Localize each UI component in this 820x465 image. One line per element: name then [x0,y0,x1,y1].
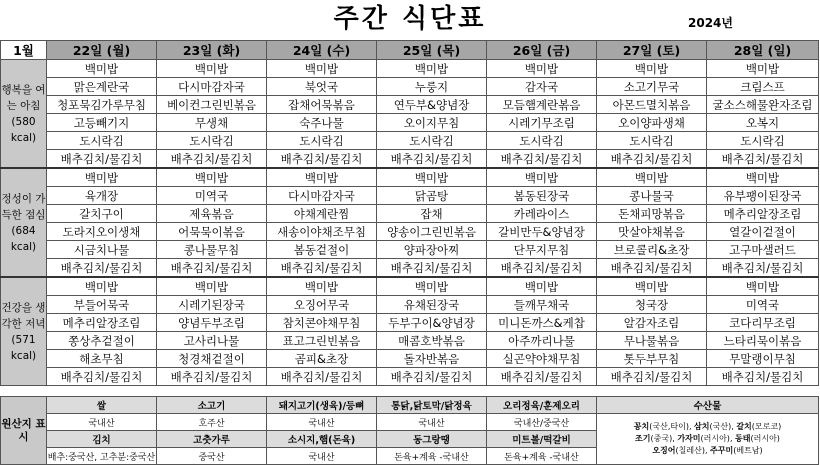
day-header: 24일 (수) [267,41,377,60]
menu-row [1,132,819,150]
menu-cell: 갈비만두&양념장 [487,223,597,241]
menu-cell: 닭곰탕 [377,187,487,205]
menu-row [1,296,819,314]
seafood-name: 삼치 [694,422,710,431]
menu-cell: 백미밥 [487,277,597,296]
menu-cell: 무나물볶음 [597,332,707,350]
menu-row [1,241,819,259]
menu-cell: 백미밥 [157,277,267,296]
menu-cell: 백미밥 [487,60,597,78]
menu-cell: 백미밥 [267,277,377,296]
menu-row [1,168,819,187]
seafood-name: 갈치 [736,422,752,431]
menu-row [1,259,819,278]
menu-cell: 부들어묵국 [47,296,157,314]
origin-item-head: 고춧가루 [157,431,267,448]
origin-value: 돈육+계육 -국내산 [377,448,487,465]
menu-row [1,223,819,241]
origin-item-head: 김치 [47,431,157,448]
menu-cell: 청포묵김가루무침 [47,96,157,114]
origin-item-head: 동그랑땡 [377,431,487,448]
menu-row [1,368,819,386]
menu-cell: 미역국 [157,187,267,205]
menu-row [1,187,819,205]
menu-cell: 잡채어묵볶음 [267,96,377,114]
menu-cell: 도시락김 [377,132,487,150]
seafood-name: 꽁치 [633,422,650,431]
menu-cell: 백미밥 [597,277,707,296]
menu-cell: 고사리나물 [157,332,267,350]
menu-cell: 배추김치/물김치 [267,150,377,169]
menu-cell: 배추김치/물김치 [487,368,597,386]
origin-item-head: 쌀 [47,397,157,414]
menu-cell: 양송이그린빈볶음 [377,223,487,241]
menu-cell: 곰피&초장 [267,350,377,368]
day-header: 23일 (화) [157,41,267,60]
origin-value: 국내산 [267,448,377,465]
menu-cell: 도시락김 [597,132,707,150]
menu-cell: 갈치구이 [47,205,157,223]
origin-item-head: 소시지,햄(돈육) [267,431,377,448]
menu-cell: 청국장 [597,296,707,314]
menu-cell: 무생채 [157,114,267,132]
menu-cell: 오이양파생채 [597,114,707,132]
menu-table [0,40,819,386]
meal-label: 건강을 생각한 저녁 (571 kcal) [1,277,47,386]
origin-value: 국내산 [377,414,487,431]
menu-cell: 백미밥 [47,168,157,187]
menu-cell: 고등빼기지 [47,114,157,132]
menu-cell: 표고그린빈볶음 [267,332,377,350]
menu-cell: 무말랭이무침 [707,350,819,368]
menu-cell: 굴소스해물완자조림 [707,96,819,114]
menu-cell: 시레기된장국 [157,296,267,314]
origin-item-head: 통닭,닭토막/닭정육 [377,397,487,414]
menu-cell: 배추김치/물김치 [377,259,487,278]
menu-cell: 잡채 [377,205,487,223]
menu-cell: 배추김치/물김치 [597,150,707,169]
menu-cell: 감자국 [487,78,597,96]
origin-value: 배추:중국산, 고추분:중국산 [47,448,157,465]
seafood-list: 꽁치(국산,타이), 삼치(국산), 갈치(모로코) 조기(중국), 가자미(러시아), 동태(러시아) 오징어(칠레산), 주꾸미(베트남) [597,414,819,465]
menu-cell: 배추김치/물김치 [157,259,267,278]
seafood-origin: (러시아) [750,434,780,443]
seafood-origin: (국산) [709,422,732,431]
menu-cell: 단무지무침 [487,241,597,259]
menu-cell: 북엇국 [267,78,377,96]
origin-value: 호주산 [157,414,267,431]
origin-item-head: 오리정육/훈제오리 [487,397,597,414]
origin-value: 돈육+계육 -국내산 [487,448,597,465]
seafood-origin: (중국) [650,434,673,443]
menu-cell: 도시락김 [487,132,597,150]
menu-cell: 배추김치/물김치 [597,259,707,278]
menu-cell: 숙주나물 [267,114,377,132]
menu-cell: 카레라이스 [487,205,597,223]
menu-row [1,350,819,368]
menu-cell: 모듬햄계란볶음 [487,96,597,114]
menu-cell: 들깨무채국 [487,296,597,314]
menu-cell: 배추김치/물김치 [707,368,819,386]
menu-cell: 배추김치/물김치 [487,259,597,278]
meal-label: 행복을 여는 아침 (580 kcal) [1,60,47,169]
seafood-origin: (칠레산) [675,446,705,455]
menu-cell: 배추김치/물김치 [377,150,487,169]
menu-cell: 시레기무조림 [487,114,597,132]
menu-cell: 매콤호박볶음 [377,332,487,350]
menu-cell: 느타리묵이볶음 [707,332,819,350]
menu-cell: 미니돈까스&케찹 [487,314,597,332]
menu-cell: 오이지무침 [377,114,487,132]
menu-cell: 도라지오이생채 [47,223,157,241]
day-header: 26일 (금) [487,41,597,60]
menu-cell: 배추김치/물김치 [157,368,267,386]
month-header: 1월 [1,41,47,60]
menu-cell: 알감자조림 [597,314,707,332]
seafood-name: 동태 [735,434,751,443]
menu-cell: 백미밥 [707,60,819,78]
origin-label: 원산지 표시 [1,397,47,465]
menu-cell: 배추김치/물김치 [707,259,819,278]
day-header: 25일 (목) [377,41,487,60]
menu-cell: 미역국 [707,296,819,314]
menu-row [1,314,819,332]
origin-item-head: 미트볼/떡갈비 [487,431,597,448]
seafood-origin: (모로코) [751,422,782,431]
menu-cell: 도시락김 [707,132,819,150]
menu-cell: 유채된장국 [377,296,487,314]
menu-cell: 백미밥 [597,168,707,187]
menu-cell: 제육볶음 [157,205,267,223]
menu-row [1,78,819,96]
menu-cell: 양파장아찌 [377,241,487,259]
menu-cell: 맑은계란국 [47,78,157,96]
menu-cell: 실곤약야채무침 [487,350,597,368]
origin-item-head: 소고기 [157,397,267,414]
menu-row [1,205,819,223]
origin-value: 국내산 [47,414,157,431]
menu-cell: 돈채피망볶음 [597,205,707,223]
menu-cell: 두부구이&양념장 [377,314,487,332]
menu-row [1,150,819,169]
menu-cell: 도시락김 [157,132,267,150]
menu-cell: 백미밥 [47,277,157,296]
menu-cell: 백미밥 [47,60,157,78]
menu-cell: 오징어무국 [267,296,377,314]
menu-cell: 콩나물국 [597,187,707,205]
menu-cell: 백미밥 [267,168,377,187]
origin-table [0,396,819,465]
menu-row [1,96,819,114]
menu-cell: 백미밥 [267,60,377,78]
seafood-name: 오징어 [652,446,676,455]
meal-label: 정성이 가득한 점심 (684 kcal) [1,168,47,277]
seafood-origin: (러시아) [700,434,730,443]
menu-cell: 배추김치/물김치 [707,150,819,169]
origin-value: 국내산 [267,414,377,431]
menu-cell: 톳두부무침 [597,350,707,368]
menu-cell: 봄동겉절이 [267,241,377,259]
menu-cell: 어묵묵이볶음 [157,223,267,241]
menu-cell: 백미밥 [597,60,707,78]
menu-cell: 연두부&양념장 [377,96,487,114]
menu-cell: 고구마샐러드 [707,241,819,259]
menu-cell: 유부팽이된장국 [707,187,819,205]
menu-cell: 참치콘야채무침 [267,314,377,332]
menu-cell: 배추김치/물김치 [47,150,157,169]
header-row [1,41,819,60]
menu-cell: 배추김치/물김치 [47,368,157,386]
menu-cell: 양념두부조림 [157,314,267,332]
menu-cell: 돌자반볶음 [377,350,487,368]
seafood-name: 주꾸미 [710,446,734,455]
menu-cell: 브로콜리&초장 [597,241,707,259]
seafood-head: 수산물 [597,397,819,414]
menu-cell: 청경채겉절이 [157,350,267,368]
menu-cell: 아몬드멸치볶음 [597,96,707,114]
menu-cell: 아주까리나물 [487,332,597,350]
menu-cell: 다시마감자국 [157,78,267,96]
menu-cell: 배추김치/물김치 [487,150,597,169]
seafood-name: 가자미 [677,434,701,443]
menu-cell: 배추김치/물김치 [377,368,487,386]
menu-row [1,114,819,132]
menu-cell: 백미밥 [157,168,267,187]
menu-cell: 배추김치/물김치 [267,368,377,386]
menu-cell: 코다리무조림 [707,314,819,332]
menu-cell: 백미밥 [377,277,487,296]
menu-cell: 배추김치/물김치 [47,259,157,278]
menu-cell: 백미밥 [707,168,819,187]
menu-cell: 육개장 [47,187,157,205]
menu-cell: 봄동된장국 [487,187,597,205]
seafood-origin: (국산,타이) [649,422,689,431]
menu-cell: 소고기무국 [597,78,707,96]
menu-cell: 백미밥 [157,60,267,78]
origin-value: 중국산 [157,448,267,465]
menu-cell: 열갈이겉절이 [707,223,819,241]
menu-row [1,60,819,78]
menu-cell: 다시마감자국 [267,187,377,205]
menu-cell: 도시락김 [47,132,157,150]
origin-value: 국내산/중국산 [487,414,597,431]
day-header: 22일 (월) [47,41,157,60]
menu-cell: 시금치나물 [47,241,157,259]
seafood-origin: (베트남) [733,446,763,455]
menu-cell: 도시락김 [267,132,377,150]
menu-cell: 크림스프 [707,78,819,96]
menu-cell: 베이컨그린빈볶음 [157,96,267,114]
origin-item-head: 돼지고기(생육)/등뼈 [267,397,377,414]
menu-cell: 해초무침 [47,350,157,368]
menu-cell: 야채계란찜 [267,205,377,223]
menu-cell: 콩나물무침 [157,241,267,259]
menu-cell: 백미밥 [707,277,819,296]
menu-cell: 쫑상추겉절이 [47,332,157,350]
seafood-name: 조기 [635,434,651,443]
day-header: 27일 (토) [597,41,707,60]
menu-cell: 새송이야채조무침 [267,223,377,241]
menu-cell: 백미밥 [377,168,487,187]
menu-cell: 배추김치/물김치 [267,259,377,278]
menu-row [1,277,819,296]
menu-cell: 백미밥 [487,168,597,187]
menu-cell: 메추리알장조림 [707,205,819,223]
page-title: 주간 식단표 [333,4,487,34]
menu-cell: 맛살야채볶음 [597,223,707,241]
menu-cell: 오복지 [707,114,819,132]
menu-row [1,332,819,350]
menu-cell: 백미밥 [377,60,487,78]
menu-cell: 배추김치/물김치 [597,368,707,386]
menu-cell: 누룽지 [377,78,487,96]
year-label: 2024년 [688,16,733,30]
menu-cell: 배추김치/물김치 [157,150,267,169]
menu-cell: 메추리알장조림 [47,314,157,332]
day-header: 28일 (일) [707,41,819,60]
